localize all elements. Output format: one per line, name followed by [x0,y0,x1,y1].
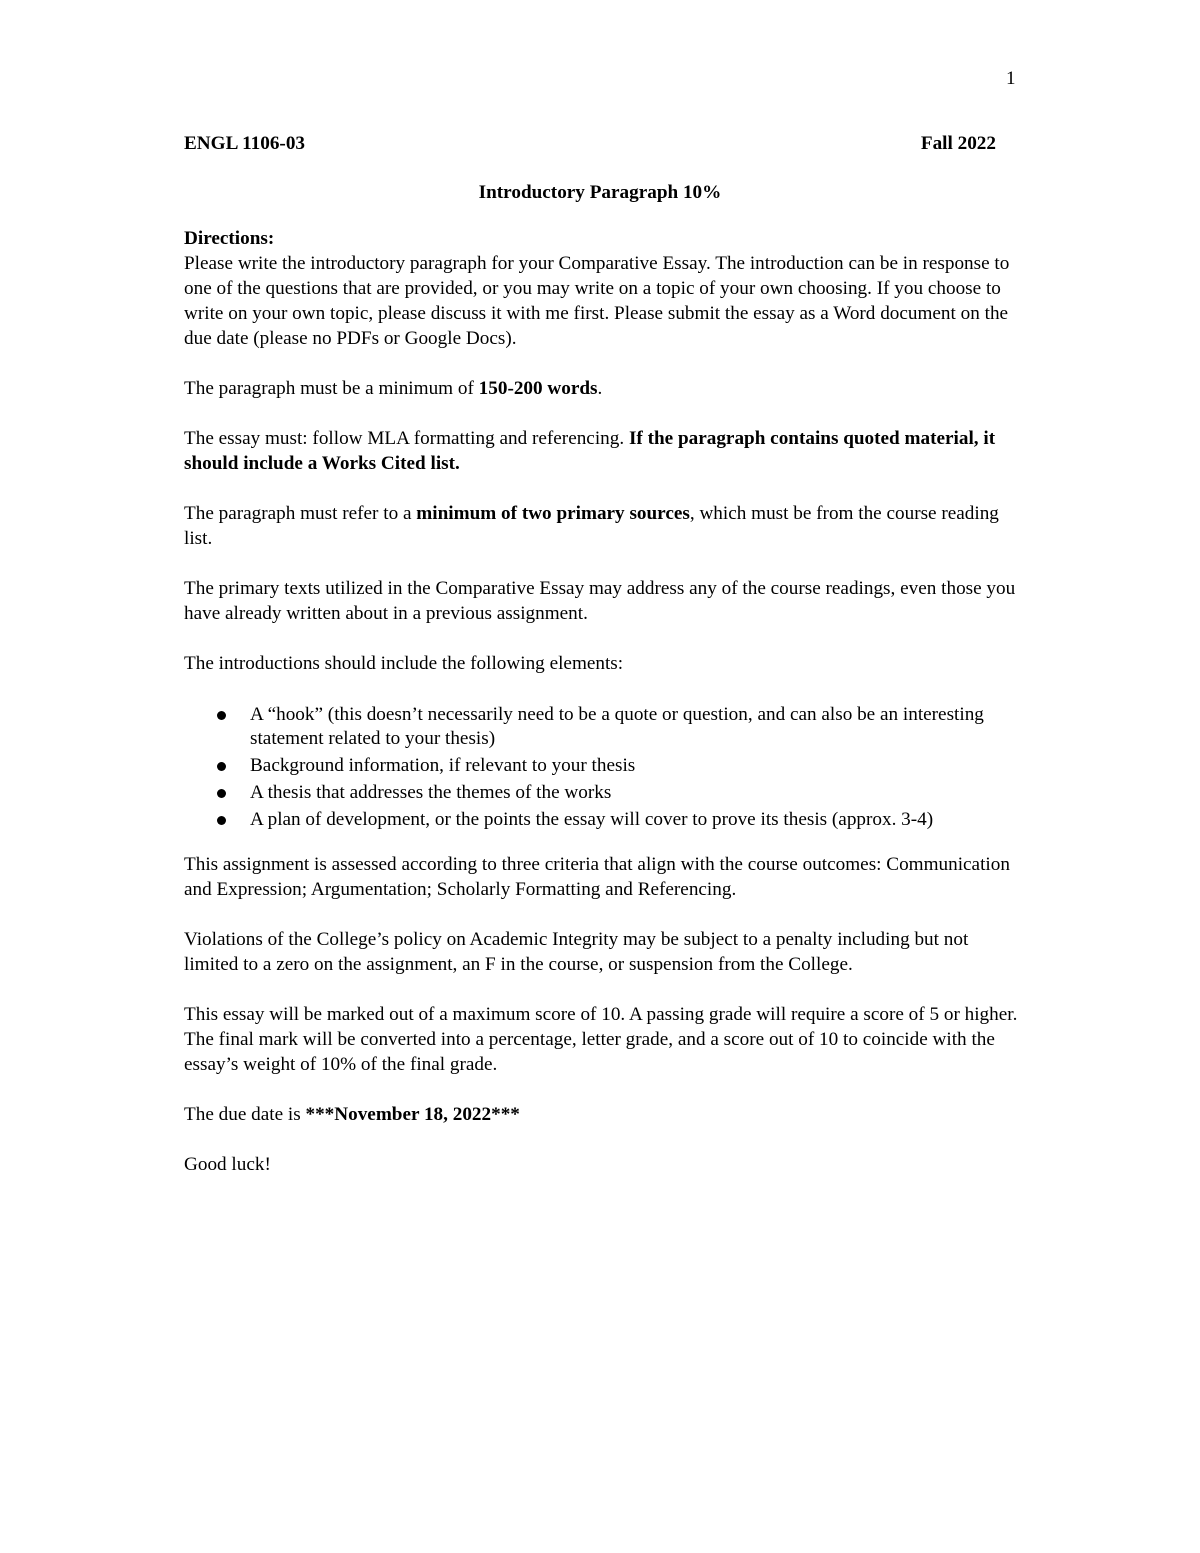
elements-list [184,703,1024,832]
grading-paragraph: This essay will be marked out of a maximum score of 10. A passing grade will require a score of 5 or higher. The final mark will be converted into a percentage, letter grade, and a score out of 10 to coincide with the essay’s weight of 10% of the final grade. [184,1004,1018,1075]
list-item-text: A plan of development, or the points the essay will cover to prove its thesis (approx. 3-4) [250,809,934,830]
formatting-paragraph [184,426,1024,476]
directions-paragraph: Please write the introductory paragraph for your Comparative Essay. The introduction can be in response to one of the questions that are provided, or you may write on a topic of your own choosing. If you choose to write on your own topic, please discuss it with me first. Please submit the essay as a Word document on the due date (please no PDFs or Google Docs). [184,253,1010,349]
assessment-paragraph: This assignment is assessed according to three criteria that align with the course outcomes: Communication and Expression; Argumentation; Scholarly Formatting and Referencing. [184,854,1010,900]
document-body [184,131,1024,1202]
due-date: ***November 18, 2022*** [305,1104,520,1125]
bullet-icon [217,711,226,720]
sources-requirement: minimum of two primary sources [416,503,690,524]
list-item [184,808,1024,832]
list-item [184,703,1024,751]
due-date-paragraph [184,1102,1024,1127]
word-count-suffix: . [597,378,603,399]
bullet-icon [217,762,226,771]
sources-prefix: The paragraph must refer to a [184,503,417,524]
assignment-title: Introductory Paragraph 10% [478,182,722,203]
closing-line: Good luck! [184,1154,271,1175]
course-term: Fall 2022 [920,133,996,154]
works-cited-requirement: If the paragraph contains quoted material, it should include a Works Cited list. [184,428,996,474]
list-item [184,754,1024,778]
bullet-icon [217,789,226,798]
list-item-text: Background information, if relevant to your thesis [250,755,636,776]
course-code: ENGL 1106-03 [184,133,306,154]
course-header [184,131,996,156]
page-number: 1 [1006,68,1016,89]
list-item-text: A “hook” (this doesn’t necessarily need to be a quote or question, and can also be an interesting statement related to your thesis) [250,704,984,749]
formatting-prefix: The essay must: follow MLA formatting and referencing. [184,428,629,449]
sources-suffix: , which must be from the course reading list. [184,503,999,549]
word-count-paragraph [184,376,1024,401]
directions-heading: Directions: [184,228,275,249]
integrity-paragraph: Violations of the College’s policy on Academic Integrity may be subject to a penalty including but not limited to a zero on the assignment, an F in the course, or suspension from the College. [184,929,969,975]
due-date-prefix: The due date is [184,1104,306,1125]
list-item [184,781,1024,805]
list-item-text: A thesis that addresses the themes of the works [250,782,612,803]
sources-paragraph [184,501,1024,551]
elements-intro: The introductions should include the following elements: [184,653,624,674]
word-count-requirement: 150-200 words [478,378,598,399]
word-count-prefix: The paragraph must be a minimum of [184,378,479,399]
primary-texts-paragraph: The primary texts utilized in the Comparative Essay may address any of the course readings, even those you have already written about in a previous assignment. [184,578,1016,624]
bullet-icon [217,816,226,825]
